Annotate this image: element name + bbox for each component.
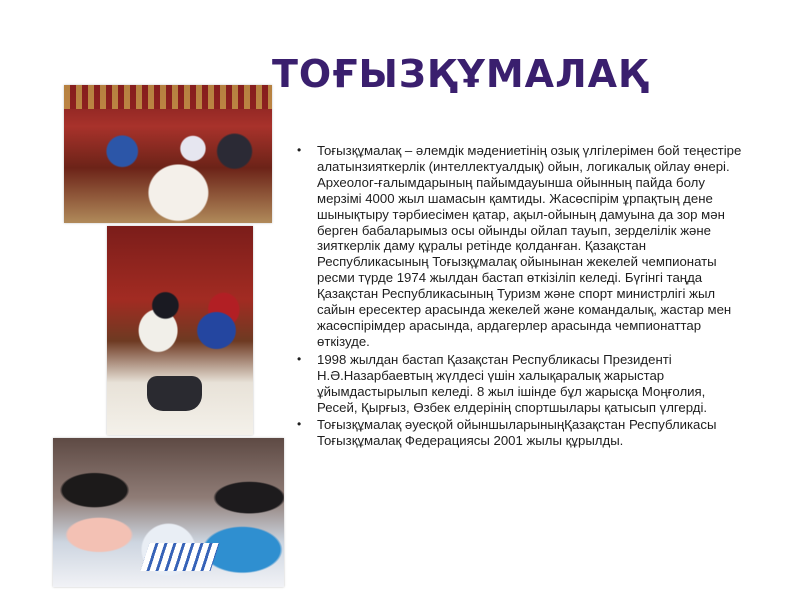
bullet-text: Тоғызқұмалақ әуесқой ойыншыларыныңҚазақстан Республикасы Тоғызқұмалақ Федерациясы 2001 жылы құрылды.: [317, 417, 717, 449]
bullet-marker: •: [297, 143, 302, 157]
bullet-marker: •: [297, 351, 302, 366]
bullet-list: [297, 143, 749, 451]
ornament-strip: [64, 85, 272, 109]
bullet-item: [297, 352, 749, 416]
photo-players-floor: [107, 226, 253, 435]
bullet-marker: •: [297, 417, 302, 432]
photo-students-playing: [53, 438, 284, 587]
photo-players-yurt: [64, 85, 272, 223]
game-controller-picture: [147, 376, 202, 411]
bullet-item: [297, 143, 749, 350]
bullet-text: 1998 жылдан бастап Қазақстан Республикасы Президенті Н.Ә.Назарбаевтың жүлдесі үшін халықаралық жарыстар ұйымдастырылып келеді. 8 жыл ішінде бұл жарысқа Моңғолия, Ресей, Қырғыз, Өзбек елдерінің спортшылары қатысып үлгерді.: [317, 351, 708, 415]
game-board-picture: [140, 543, 219, 571]
bullet-text: Тоғызқұмалақ – әлемдік мәдениетінің озық үлгілерімен бой теңестіре алатынзияткерлік (интеллектуалдық) ойын, логикалық ойлау өнері. Археолог-ғалымдарының пайымдауынша ойынның пайда болу мерзімі 4000 жыл шамасын қамтиды. Жасөспірім ұрпақтың дене шынықтыру тәрбиесімен қатар, ақыл-ойының дамуына да зор мән берген бабаларымыз осы ойынды ойлап тауып, зерделілік және зияткерлік даму құралы ретінде қолданған. Қазақстан Республикасының Тоғызқұмалақ ойынынан жекелей чемпионаты ресми түрде 1974 жылдан бастап өткізіліп келеді. Бүгінгі таңда Қазақстан Республикасының Туризм және спорт министрлігі жыл сайын ересектер арасында жекелей және командалық, жастар мен жасөспірімдер арасында, ардагерлер арасында чемпионаттар өткізуде.: [317, 143, 742, 349]
bullet-item: [297, 417, 749, 449]
slide-title: ТОҒЫЗҚҰМАЛАҚ: [272, 52, 649, 96]
